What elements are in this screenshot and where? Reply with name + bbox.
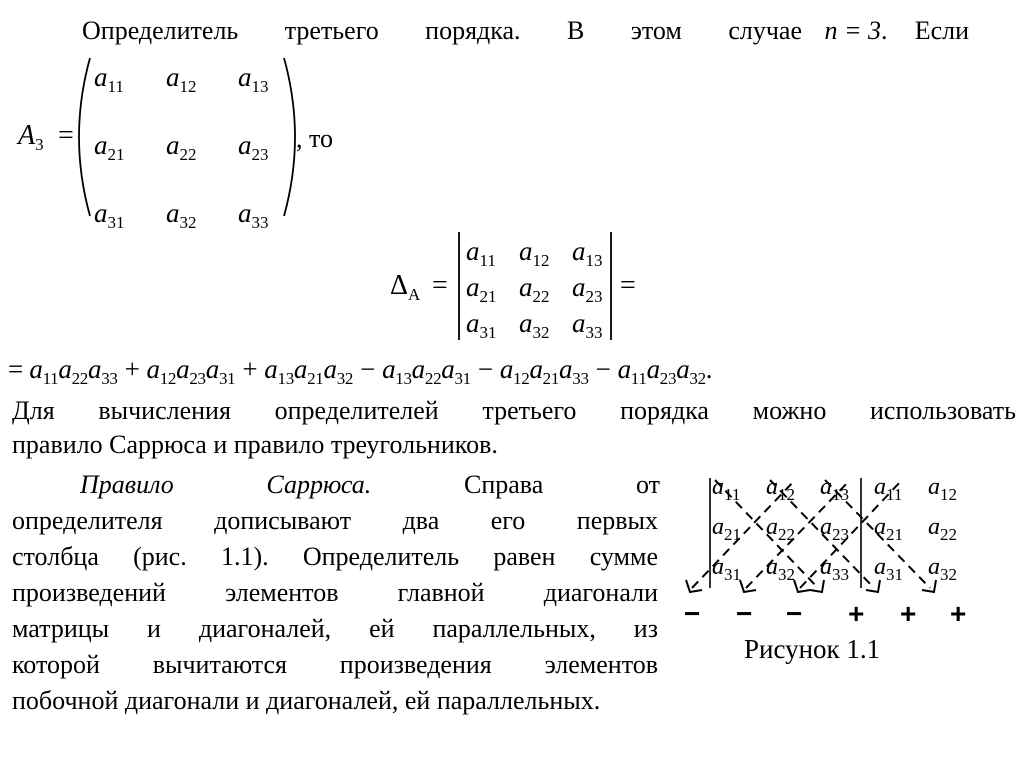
matrix-entry: $a_{22}$	[166, 130, 197, 164]
determinant-entry: $a_{31}$	[466, 308, 497, 342]
figure-entry: $a_{11}$	[712, 474, 741, 504]
determinant-entry: $a_{22}$	[519, 272, 550, 306]
figure-entry: $a_{22}$	[766, 514, 795, 544]
n-equals: n = 3	[824, 16, 882, 45]
sarrus-line-4: матрицы и диагоналей, ей параллельных, из	[12, 614, 658, 643]
matrix-entry: $a_{12}$	[166, 62, 197, 96]
figure-entry: $a_{32}$	[766, 554, 795, 584]
matrix-entry: $a_{23}$	[238, 130, 269, 164]
sarrus-line-6: побочной диагонали и диагоналей, ей параллельных.	[12, 686, 601, 715]
plus-sign: +	[900, 598, 917, 629]
rules-intro-line-1: Для вычисления определителей третьего порядка можно использовать	[12, 396, 1016, 425]
determinant-entry: $a_{21}$	[466, 272, 497, 306]
matrix-then: , то	[296, 124, 334, 153]
minus-sign: −	[736, 598, 753, 629]
intro-suffix: . Если	[881, 16, 970, 45]
sarrus-line-0: Справа от	[464, 470, 660, 499]
determinant-entry: $a_{32}$	[519, 308, 550, 342]
figure-entry: $a_{13}$	[820, 474, 849, 504]
matrix-entry: $a_{21}$	[94, 130, 125, 164]
sarrus-first-line	[80, 468, 660, 502]
determinant-expansion	[8, 354, 712, 389]
figure-entry: $a_{12}$	[766, 474, 795, 504]
figure-entry: $a_{11}$	[874, 474, 903, 504]
expansion-lead: =	[8, 354, 30, 384]
figure-entry: $a_{23}$	[820, 514, 849, 544]
intro-line	[82, 14, 1012, 48]
expansion-term: − $a_{13}a_{22}a_{31}$	[360, 354, 471, 388]
expansion-term: − $a_{12}a_{21}a_{33}$	[477, 354, 589, 388]
matrix-entry: $a_{31}$	[94, 198, 125, 232]
figure-entry: $a_{33}$	[820, 554, 849, 584]
delta-equals: =	[432, 270, 448, 301]
plus-sign: +	[950, 598, 967, 629]
sarrus-line-2: столбца (рис. 1.1). Определитель равен сумме	[12, 542, 658, 571]
matrix-entry: $a_{32}$	[166, 198, 197, 232]
minus-sign: −	[786, 598, 803, 629]
determinant-trailing-equals: =	[620, 270, 636, 301]
matrix-equals: =	[58, 120, 74, 151]
matrix-entry: $a_{11}$	[94, 62, 124, 96]
determinant-entry: $a_{12}$	[519, 236, 550, 270]
figure-entry: $a_{21}$	[712, 514, 741, 544]
figure-caption: Рисунок 1.1	[744, 634, 881, 664]
figure-entry: $a_{12}$	[928, 474, 957, 504]
figure-entry: $a_{32}$	[928, 554, 957, 584]
expansion-term: + $a_{13}a_{21}a_{32}$	[242, 354, 354, 388]
matrix-entry: $a_{13}$	[238, 62, 269, 96]
matrix-symbol: $A_3$	[18, 120, 44, 154]
minus-sign: −	[684, 598, 701, 629]
figure-entry: $a_{31}$	[712, 554, 741, 584]
sarrus-title: Правило Саррюса.	[80, 470, 372, 499]
expansion-term: − $a_{11}a_{23}a_{32}$	[595, 354, 706, 388]
matrix-entry: $a_{33}$	[238, 198, 269, 232]
determinant-entry: $a_{11}$	[466, 236, 496, 270]
figure-entry: $a_{21}$	[874, 514, 903, 544]
rules-intro-line-2: правило Саррюса и правило треугольников.	[12, 430, 498, 459]
expansion-term: + $a_{12}a_{23}a_{31}$	[124, 354, 236, 388]
sarrus-line-1: определителя дописывают два его первых	[12, 506, 658, 535]
plus-sign: +	[848, 598, 865, 629]
intro-prefix: Определитель третьего порядка. В этом случае	[82, 16, 802, 45]
delta-symbol: $\Delta_A$	[390, 270, 421, 304]
figure-entry: $a_{31}$	[874, 554, 903, 584]
expansion-term: $a_{11}a_{22}a_{33}$	[29, 354, 118, 388]
determinant-entry: $a_{33}$	[572, 308, 603, 342]
determinant-entry: $a_{23}$	[572, 272, 603, 306]
expansion-end: .	[705, 354, 713, 384]
sarrus-line-3: произведений элементов главной диагонали	[12, 578, 658, 607]
sarrus-line-5: которой вычитаются произведения элементов	[12, 650, 658, 679]
figure-entry: $a_{22}$	[928, 514, 957, 544]
determinant-entry: $a_{13}$	[572, 236, 603, 270]
